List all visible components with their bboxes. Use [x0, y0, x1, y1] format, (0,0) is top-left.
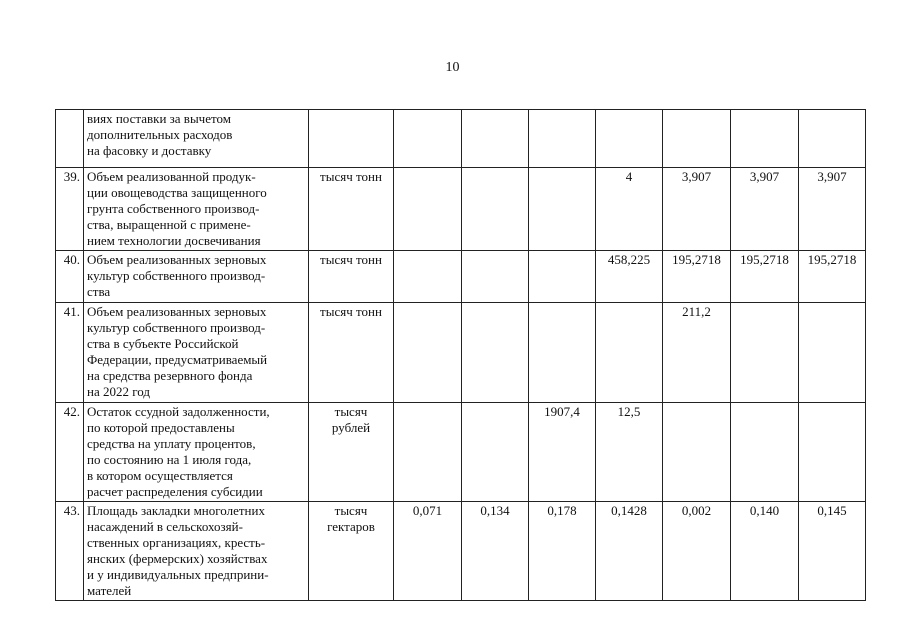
value-cell — [394, 403, 462, 502]
value-cell: 3,907 — [731, 168, 799, 251]
indicator-description: Площадь закладки многолетних насаждений в сельскохозяй- ственных организациях, кресть- янских (фермерских) хозяйствах и у индивидуальных предприни- мателей — [84, 502, 309, 601]
value-cell — [462, 168, 529, 251]
table-row — [56, 403, 866, 502]
unit-of-measure — [309, 110, 394, 168]
value-cell — [529, 303, 596, 403]
table-row — [56, 168, 866, 251]
value-cell: 211,2 — [663, 303, 731, 403]
value-cell — [462, 403, 529, 502]
row-number: 39. — [56, 168, 84, 251]
value-cell — [663, 110, 731, 168]
value-cell: 1907,4 — [529, 403, 596, 502]
value-cell — [529, 110, 596, 168]
indicator-description: Остаток ссудной задолженности, по которой предоставлены средства на уплату процентов, по состоянию на 1 июля года, в котором осуществляется расчет распределения субсидии — [84, 403, 309, 502]
table-body — [56, 110, 866, 601]
value-cell — [663, 403, 731, 502]
value-cell — [529, 168, 596, 251]
indicator-description: Объем реализованных зерновых культур собственного производ- ства в субъекте Российской Федерации, предусматриваемый на средства резервного фонда на 2022 год — [84, 303, 309, 403]
row-number: 41. — [56, 303, 84, 403]
indicators-table — [55, 109, 866, 601]
value-cell: 0,002 — [663, 502, 731, 601]
row-number: 40. — [56, 251, 84, 303]
indicator-description: Объем реализованной продук- ции овощеводства защищенного грунта собственного производ- ства, выращенной с примене- нием технологии досвечивания — [84, 168, 309, 251]
row-number — [56, 110, 84, 168]
table-row — [56, 251, 866, 303]
value-cell: 12,5 — [596, 403, 663, 502]
value-cell: 4 — [596, 168, 663, 251]
value-cell: 0,1428 — [596, 502, 663, 601]
value-cell — [596, 303, 663, 403]
value-cell: 0,134 — [462, 502, 529, 601]
indicator-description: Объем реализованных зерновых культур собственного производ- ства — [84, 251, 309, 303]
value-cell — [529, 251, 596, 303]
value-cell — [799, 303, 866, 403]
value-cell — [799, 110, 866, 168]
value-cell: 0,140 — [731, 502, 799, 601]
value-cell — [462, 303, 529, 403]
value-cell — [394, 168, 462, 251]
value-cell — [394, 303, 462, 403]
value-cell — [394, 251, 462, 303]
value-cell — [596, 110, 663, 168]
value-cell: 0,071 — [394, 502, 462, 601]
value-cell: 458,225 — [596, 251, 663, 303]
value-cell — [462, 110, 529, 168]
value-cell: 195,2718 — [663, 251, 731, 303]
table-row — [56, 502, 866, 601]
table-row — [56, 110, 866, 168]
row-number: 42. — [56, 403, 84, 502]
page-number: 10 — [445, 60, 460, 75]
value-cell: 3,907 — [799, 168, 866, 251]
value-cell: 0,178 — [529, 502, 596, 601]
value-cell: 3,907 — [663, 168, 731, 251]
row-number: 43. — [56, 502, 84, 601]
value-cell: 195,2718 — [731, 251, 799, 303]
value-cell — [394, 110, 462, 168]
unit-of-measure: тысяч тонн — [309, 303, 394, 403]
indicator-description: виях поставки за вычетом дополнительных расходов на фасовку и доставку — [84, 110, 309, 168]
value-cell — [731, 110, 799, 168]
value-cell — [799, 403, 866, 502]
value-cell — [462, 251, 529, 303]
value-cell — [731, 403, 799, 502]
value-cell: 0,145 — [799, 502, 866, 601]
unit-of-measure: тысяч тонн — [309, 251, 394, 303]
value-cell — [731, 303, 799, 403]
table-row — [56, 303, 866, 403]
value-cell: 195,2718 — [799, 251, 866, 303]
unit-of-measure: тысяч тонн — [309, 168, 394, 251]
unit-of-measure: тысяч гектаров — [309, 502, 394, 601]
unit-of-measure: тысяч рублей — [309, 403, 394, 502]
